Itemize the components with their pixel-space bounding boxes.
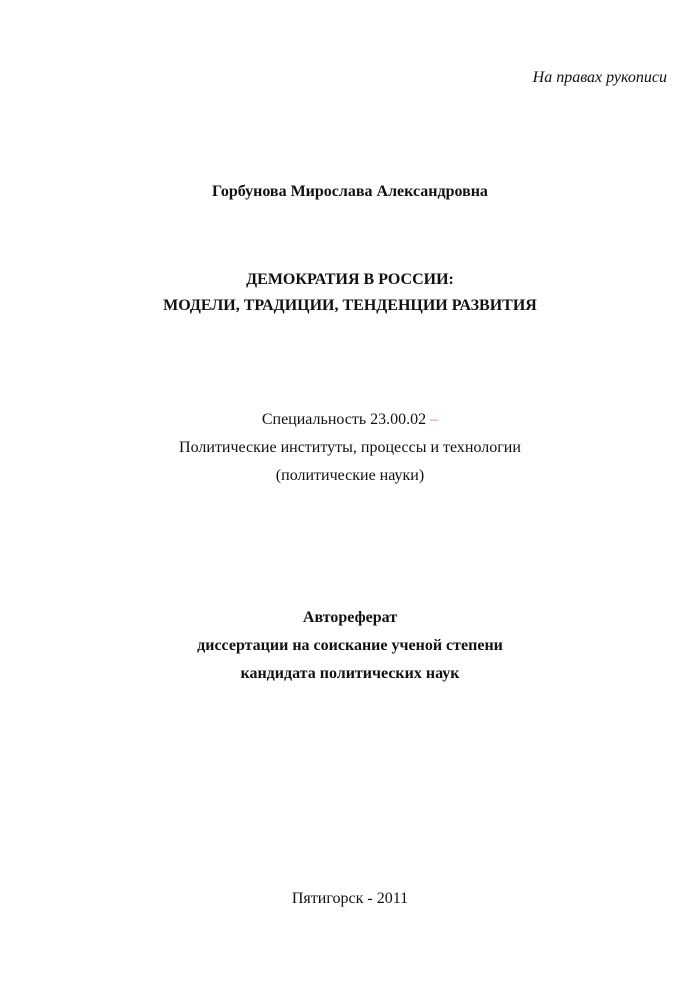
document-type-line-1: Автореферат (302, 609, 398, 626)
document-type-line-3: кандидата политических наук (240, 665, 460, 682)
specialty-name: Политические институты, процессы и технологии (179, 439, 521, 456)
title-line-2: МОДЕЛИ, ТРАДИЦИИ, ТЕНДЕНЦИИ РАЗВИТИЯ (163, 297, 537, 314)
specialty-code-row (0, 410, 700, 430)
title-line-1: ДЕМОКРАТИЯ В РОССИИ: (246, 271, 454, 288)
document-type-line-2: диссертации на соискание ученой степени (197, 637, 503, 654)
place-and-year: Пятигорск - 2011 (291, 890, 409, 907)
manuscript-rights-note: На правах рукописи (532, 69, 667, 86)
specialty-field: (политические науки) (275, 467, 425, 484)
specialty-code: Специальность 23.00.02 (261, 411, 427, 428)
specialty-dash: – (430, 411, 439, 428)
author-name: Горбунова Мирослава Александровна (212, 183, 488, 200)
